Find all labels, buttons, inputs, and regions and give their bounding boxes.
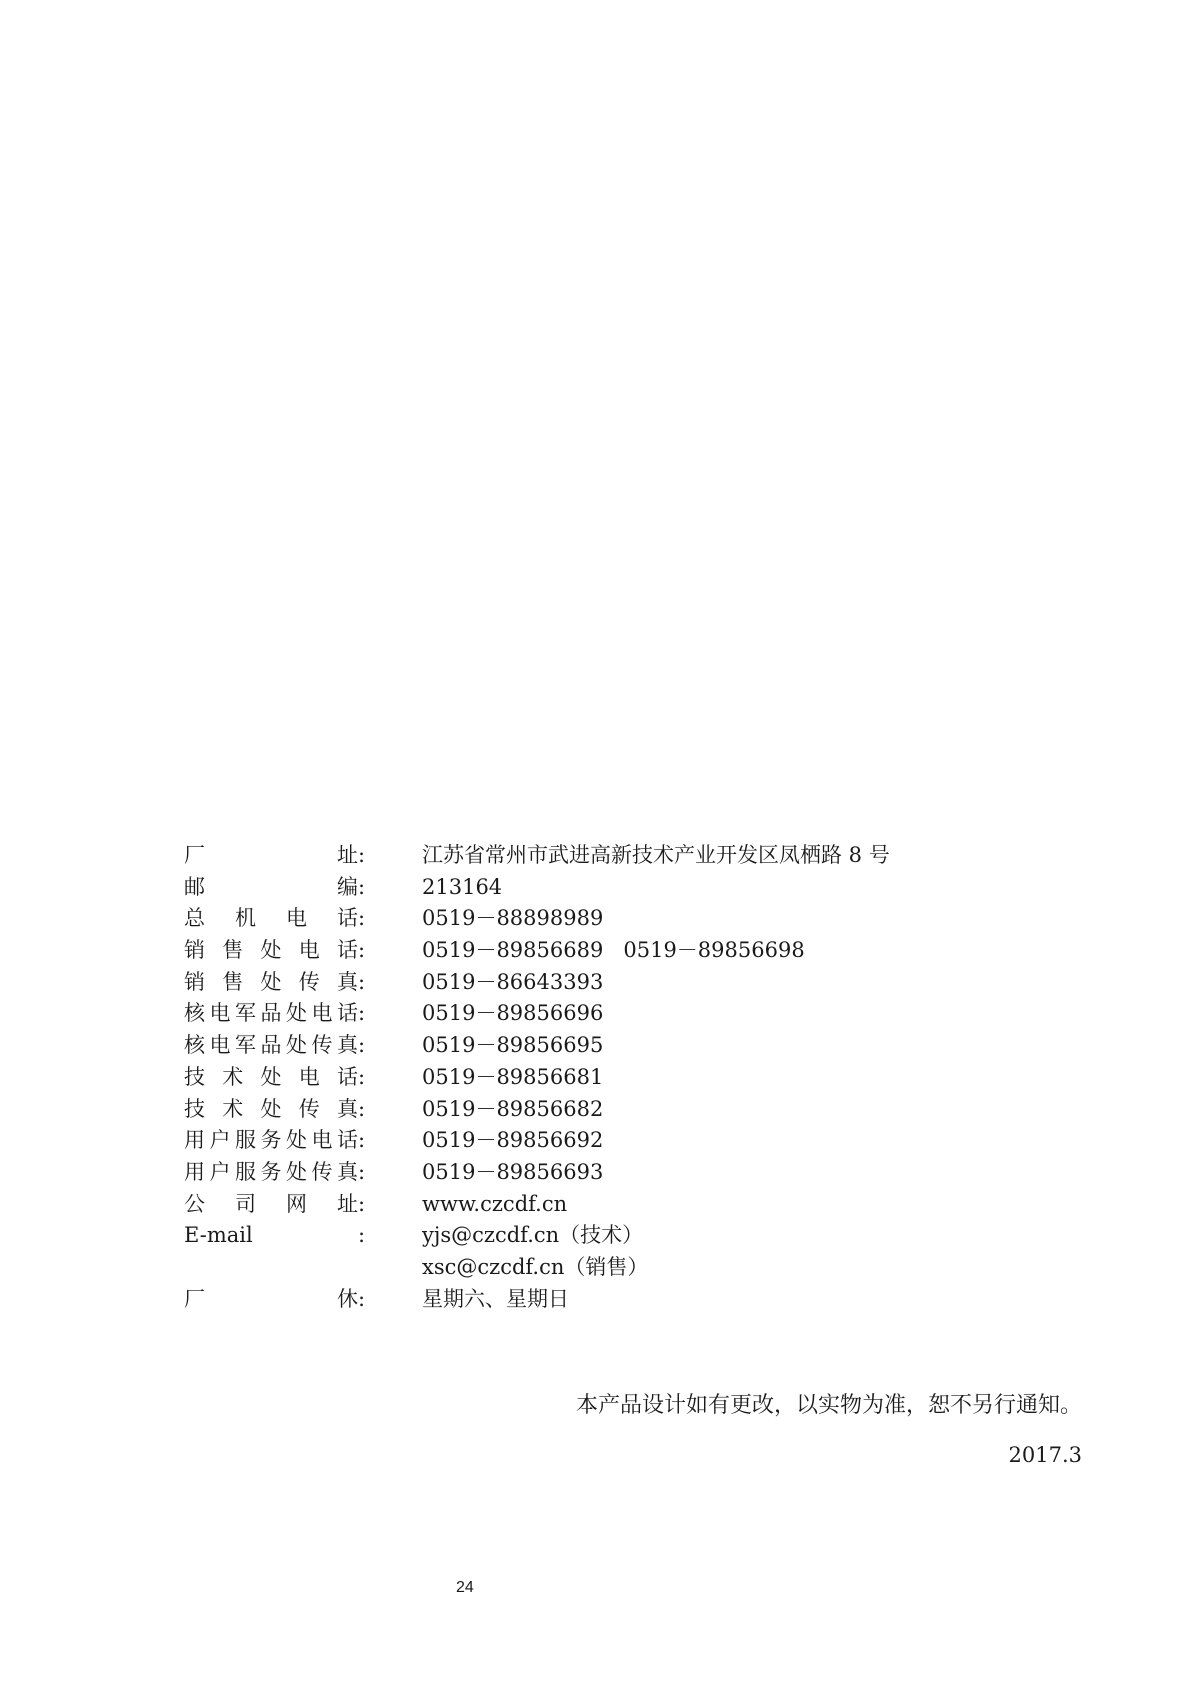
contact-row-technical-fax: [184, 1094, 1084, 1126]
contact-label: 销售处传真: [184, 969, 358, 994]
contact-colon: :: [358, 874, 366, 899]
contact-value: 213164: [422, 874, 503, 899]
contact-value: 0519－89856689 0519－89856698: [422, 938, 805, 963]
contact-row-email-technical: [184, 1220, 1084, 1252]
contact-colon: :: [358, 1223, 366, 1248]
contact-row-sales-phone: [184, 935, 1084, 967]
contact-label: 用户服务处传真: [184, 1159, 358, 1184]
contact-value: 0519－89856693: [422, 1159, 604, 1184]
contact-row-factory-address: [184, 840, 1084, 872]
contact-row-technical-phone: [184, 1062, 1084, 1094]
contact-row-nuclear-military-phone: [184, 998, 1084, 1030]
contact-value: 0519－88898989: [422, 906, 604, 931]
contact-label: 厂休: [184, 1286, 358, 1311]
contact-label: 用户服务处电话: [184, 1128, 358, 1153]
contact-colon: :: [358, 969, 366, 994]
contact-value: 0519－89856682: [422, 1096, 604, 1121]
page-number: 24: [456, 1579, 474, 1596]
document-date: 2017.3: [1008, 1443, 1082, 1467]
email-technical-link[interactable]: yjs@czcdf.cn（技术）: [422, 1223, 644, 1248]
contact-value: 星期六、星期日: [422, 1286, 569, 1311]
contact-value: 江苏省常州市武进高新技术产业开发区凤栖路 8 号: [422, 843, 890, 867]
contact-value: 0519－89856695: [422, 1033, 604, 1058]
contact-label: E-mail: [184, 1223, 253, 1248]
contact-colon: :: [358, 1096, 366, 1121]
contact-row-nuclear-military-fax: [184, 1030, 1084, 1062]
contact-row-postcode: [184, 872, 1084, 904]
website-link[interactable]: www.czcdf.cn: [422, 1191, 568, 1216]
contact-value: 0519－86643393: [422, 969, 604, 994]
contact-label: 技术处电话: [184, 1064, 358, 1089]
contact-row-sales-fax: [184, 967, 1084, 999]
contact-colon: :: [358, 1033, 366, 1058]
contact-colon: :: [358, 1286, 366, 1311]
contact-colon: :: [358, 1001, 366, 1026]
contact-label: 公司网址: [184, 1191, 358, 1216]
contact-label: 技术处传真: [184, 1096, 358, 1121]
contact-label: 核电军品处传真: [184, 1033, 358, 1058]
contact-colon: :: [358, 1064, 366, 1089]
contact-row-email-sales: [184, 1252, 1084, 1284]
contact-value: 0519－89856696: [422, 1001, 604, 1026]
contact-info-block: [184, 840, 1084, 1315]
contact-row-switchboard: [184, 903, 1084, 935]
email-sales-link[interactable]: xsc@czcdf.cn（销售）: [422, 1254, 649, 1279]
contact-row-customer-service-phone: [184, 1125, 1084, 1157]
contact-label: 核电军品处电话: [184, 1001, 358, 1026]
contact-value: 0519－89856692: [422, 1128, 604, 1153]
contact-colon: :: [358, 1128, 366, 1153]
contact-row-factory-holiday: [184, 1284, 1084, 1316]
contact-label: 厂址: [184, 843, 358, 867]
contact-row-customer-service-fax: [184, 1157, 1084, 1189]
contact-label: 邮编: [184, 874, 358, 899]
contact-colon: :: [358, 843, 366, 867]
contact-colon: :: [358, 906, 366, 931]
design-change-notice: 本产品设计如有更改，以实物为准，恕不另行通知。: [575, 1393, 1082, 1418]
contact-value: 0519－89856681: [422, 1064, 604, 1089]
contact-colon: :: [358, 1191, 366, 1216]
contact-label: 销售处电话: [184, 938, 358, 963]
contact-colon: :: [358, 1159, 366, 1184]
contact-colon: :: [358, 938, 366, 963]
contact-row-website: [184, 1189, 1084, 1221]
contact-label: 总机电话: [184, 906, 358, 931]
